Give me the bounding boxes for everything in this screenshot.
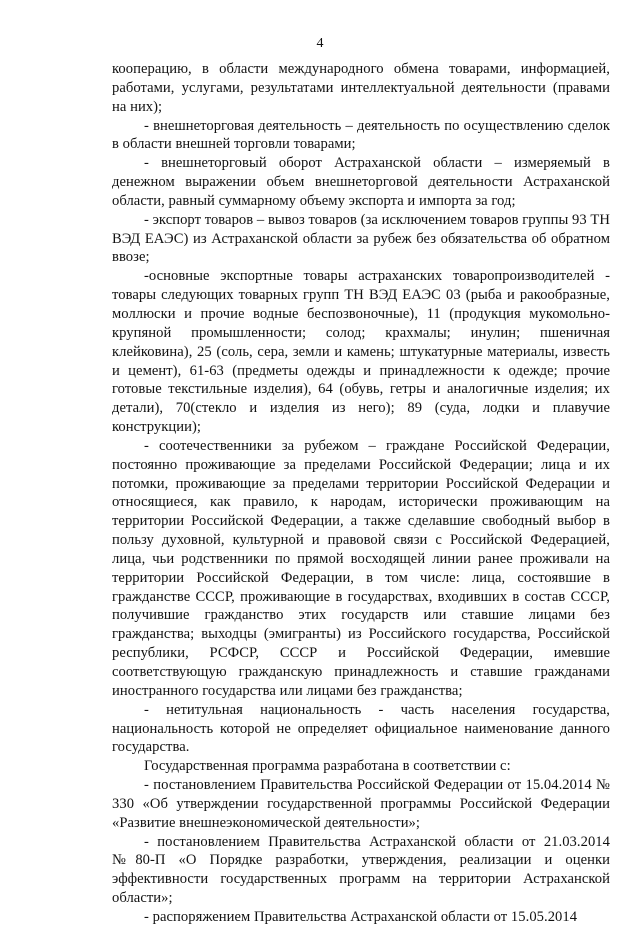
paragraph-non-titular-nationality: - нетитульная национальность - часть населения государства, национальность которой не определяет официальное наименование данного государства. (112, 701, 610, 756)
paragraph-cooperation-continuation: кооперацию, в области международного обмена товарами, информацией, работами, услугами, результатами интеллектуальной деятельности (правами на них); (112, 61, 610, 115)
paragraph-program-basis-intro: Государственная программа разработана в соответствии с: (144, 758, 511, 775)
page-number: 4 (316, 36, 324, 51)
paragraph-compatriots-abroad: - соотечественники за рубежом – граждане Российской Федерации, постоянно проживающие за пределами Российской Федерации; лица и их потомки, проживающие за пределами территории Российской Федерации и относящиеся, как правило, к народам, исторически проживающим на территории Российской Федерации, а также сделавшие свободный выбор в пользу духовной, культурной и правовой связи с Российской Федерацией, лица, чьи родственники по прямой восходящей линии ранее проживали на территории Российской Федерации, в том числе: лица, состоявшие в гражданстве СССР, проживающие в государствах, входивших в состав СССР, получившие гражданство этих государств или ставшие лицами без гражданства; выходцы (эмигранты) из Российского государства, Российской республики, РСФСР, СССР и Российской Федерации, имевшие соответствующую гражданскую принадлежность и ставшие гражданами иностранного государства или лицами без гражданства; (112, 437, 610, 699)
document-body (112, 60, 610, 927)
paragraph-foreign-trade-turnover: - внешнеторговый оборот Астраханской области – измеряемый в денежном выражении объем внешнеторговой деятельности Астраханской области, равный суммарному объему экспорта и импорта за год; (112, 155, 610, 209)
paragraph-astrakhan-resolution: - постановлением Правительства Астраханской области от 21.03.2014 №80-П «О Порядке разработки, утверждения, реализации и оценки эффективности государственных программ на территории Астраханской области»; (112, 833, 610, 907)
paragraph-astrakhan-order: - распоряжением Правительства Астраханской области от 15.05.2014 (144, 908, 578, 925)
paragraph-main-export-goods: -основные экспортные товары астраханских товаропроизводителей - товары следующих товарных групп ТН ВЭД ЕАЭС 03 (рыба и ракообразные, моллюски и прочие водные беспозвоночные), 11 (продукция мукомольно-крупяной промышленности; солод; крахмалы; инулин; пшеничная клейковина), 25 (соль, сера, земли и камень; штукатурные материалы, известь и цемент), 61-63 (предметы одежды и принадлежности к одежде; прочие готовые текстильные изделия), 64 (обувь, гетры и аналогичные изделия; их детали), 70(стекло и изделия из него); 89 (суда, лодки и плавучие конструкции); (112, 268, 610, 436)
paragraph-export-of-goods: - экспорт товаров – вывоз товаров (за исключением товаров группы 93 ТН ВЭД ЕАЭС) из Астраханской области за рубеж без обязательства об обратном ввозе; (112, 211, 610, 266)
paragraph-foreign-trade-activity: - внешнеторговая деятельность – деятельность по осуществлению сделок в области внешней торговли товарами; (112, 117, 610, 153)
paragraph-rf-government-resolution: - постановлением Правительства Российской Федерации от 15.04.2014 № 330 «Об утверждении государственной программы Российской Федерации «Развитие внешнеэкономической деятельности»; (112, 777, 610, 831)
